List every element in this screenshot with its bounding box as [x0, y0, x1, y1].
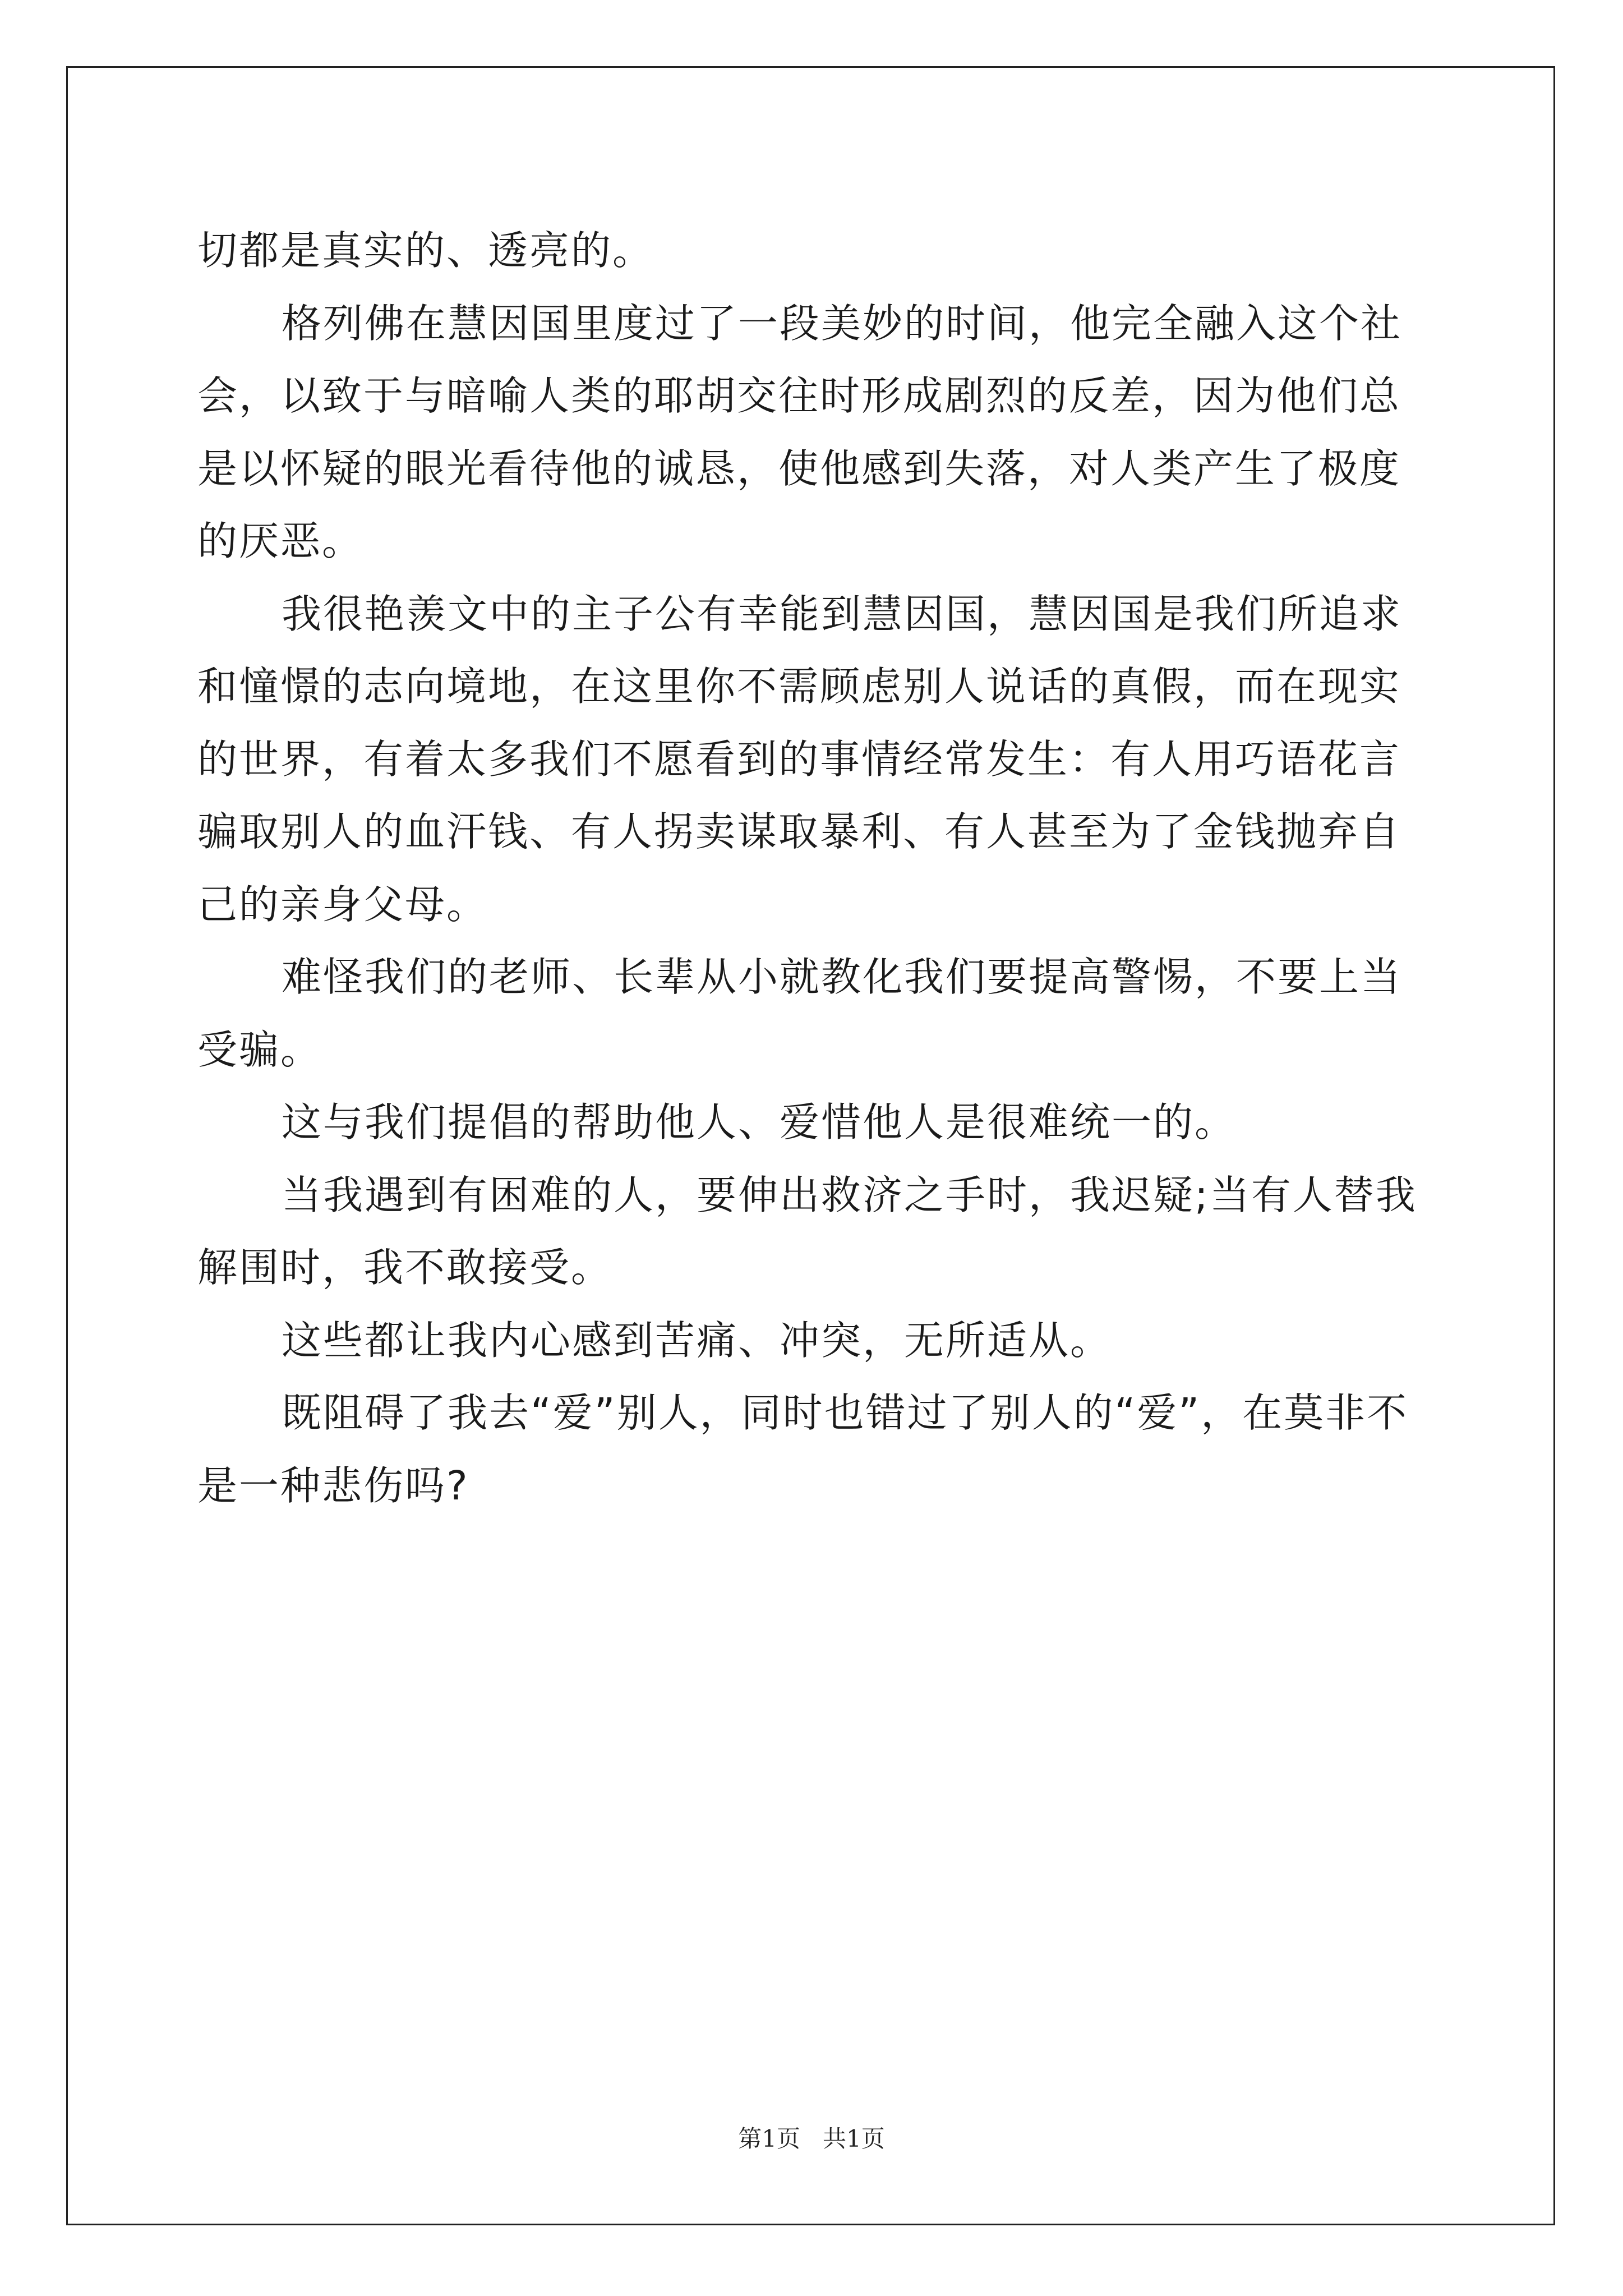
paragraph-1: 切都是真实的、透亮的。: [197, 227, 654, 274]
document-body: [197, 214, 1431, 1522]
page-number-footer: 第1页 共1页: [738, 2125, 885, 2152]
paragraph-2: 格列佛在慧因国里度过了一段美妙的时间，他完全融入这个社会，以致于与暗喻人类的耶胡交往时形成剧烈的反差，因为他们总是以怀疑的眼光看待他的诚恳，使他感到失落，对人类产生了极度的厌恶。: [197, 300, 1403, 564]
paragraph-4: 难怪我们的老师、长辈从小就教化我们要提高警惕，不要上当受骗。: [197, 954, 1403, 1073]
paragraph-5: 这与我们提倡的帮助他人、爱惜他人是很难统一的。: [282, 1099, 1237, 1145]
paragraph-6: 当我遇到有困难的人，要伸出救济之手时，我迟疑;当有人替我解围时，我不敢接受。: [197, 1171, 1417, 1291]
paragraph-3: 我很艳羡文中的主子公有幸能到慧因国，慧因国是我们所追求和憧憬的志向境地，在这里你不需顾虑别人说话的真假，而在现实的世界，有着太多我们不愿看到的事情经常发生：有人用巧语花言骗取别人的血汗钱、有人拐卖谋取暴利、有人甚至为了金钱抛弃自己的亲身父母。: [197, 590, 1403, 928]
paragraph-8: 既阻碍了我去“爱”别人，同时也错过了别人的“爱”，在莫非不是一种悲伤吗?: [197, 1389, 1409, 1509]
paragraph-7: 这些都让我内心感到苦痛、冲突，无所适从。: [282, 1317, 1112, 1364]
